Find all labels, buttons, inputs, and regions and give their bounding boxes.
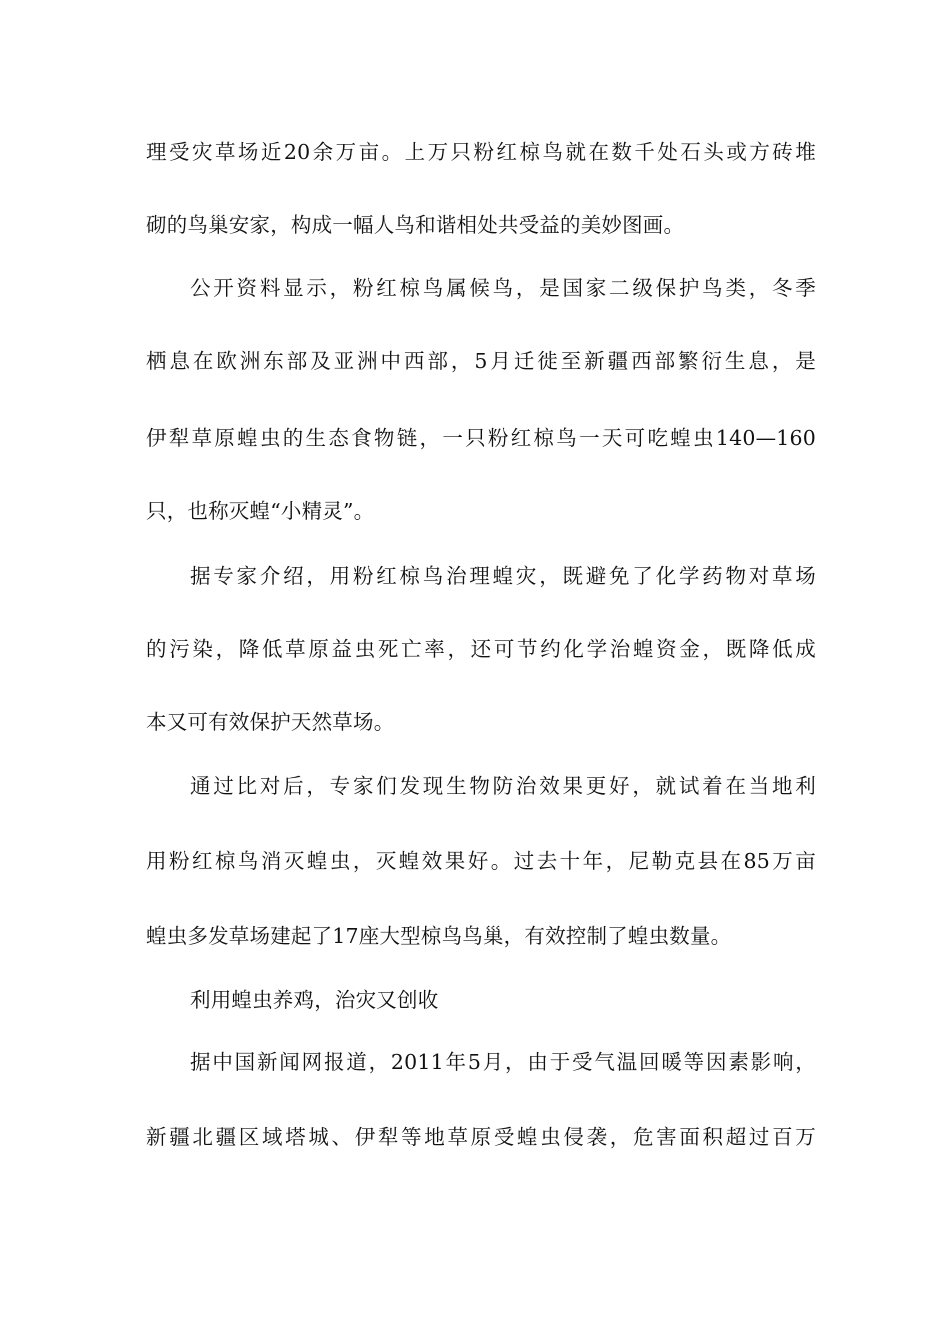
text-line: 砌的鸟巢安家，构成一幅人鸟和谐相处共受益的美妙图画。 [146,213,685,237]
text-line: 公开资料显示，粉红椋鸟属候鸟，是国家二级保护鸟类，冬季 [190,276,816,300]
text-line: 理受灾草场近20余万亩。上万只粉红椋鸟就在数千处石头或方砖堆 [146,140,816,164]
text-line: 只，也称灭蝗“小精灵”。 [146,499,375,523]
text-line: 新疆北疆区域塔城、伊犁等地草原受蝗虫侵袭，危害面积超过百万 [146,1125,816,1149]
text-line: 蝗虫多发草场建起了17座大型椋鸟鸟巢，有效控制了蝗虫数量。 [146,924,732,948]
section-heading: 利用蝗虫养鸡，治灾又创收 [190,988,439,1012]
text-line: 栖息在欧洲东部及亚洲中西部，5月迁徙至新疆西部繁衍生息，是 [146,349,816,373]
text-line: 据中国新闻网报道，2011年5月，由于受气温回暖等因素影响， [190,1050,816,1074]
text-line: 本又可有效保护天然草场。 [146,710,395,734]
text-line: 据专家介绍，用粉红椋鸟治理蝗灾，既避免了化学药物对草场 [190,564,816,588]
text-line: 的污染，降低草原益虫死亡率，还可节约化学治蝗资金，既降低成 [146,637,816,661]
text-line: 通过比对后，专家们发现生物防治效果更好，就试着在当地利 [190,774,816,798]
text-line: 伊犁草原蝗虫的生态食物链，一只粉红椋鸟一天可吃蝗虫140—160 [146,426,816,450]
text-line: 用粉红椋鸟消灭蝗虫，灭蝗效果好。过去十年，尼勒克县在85万亩 [146,849,816,873]
